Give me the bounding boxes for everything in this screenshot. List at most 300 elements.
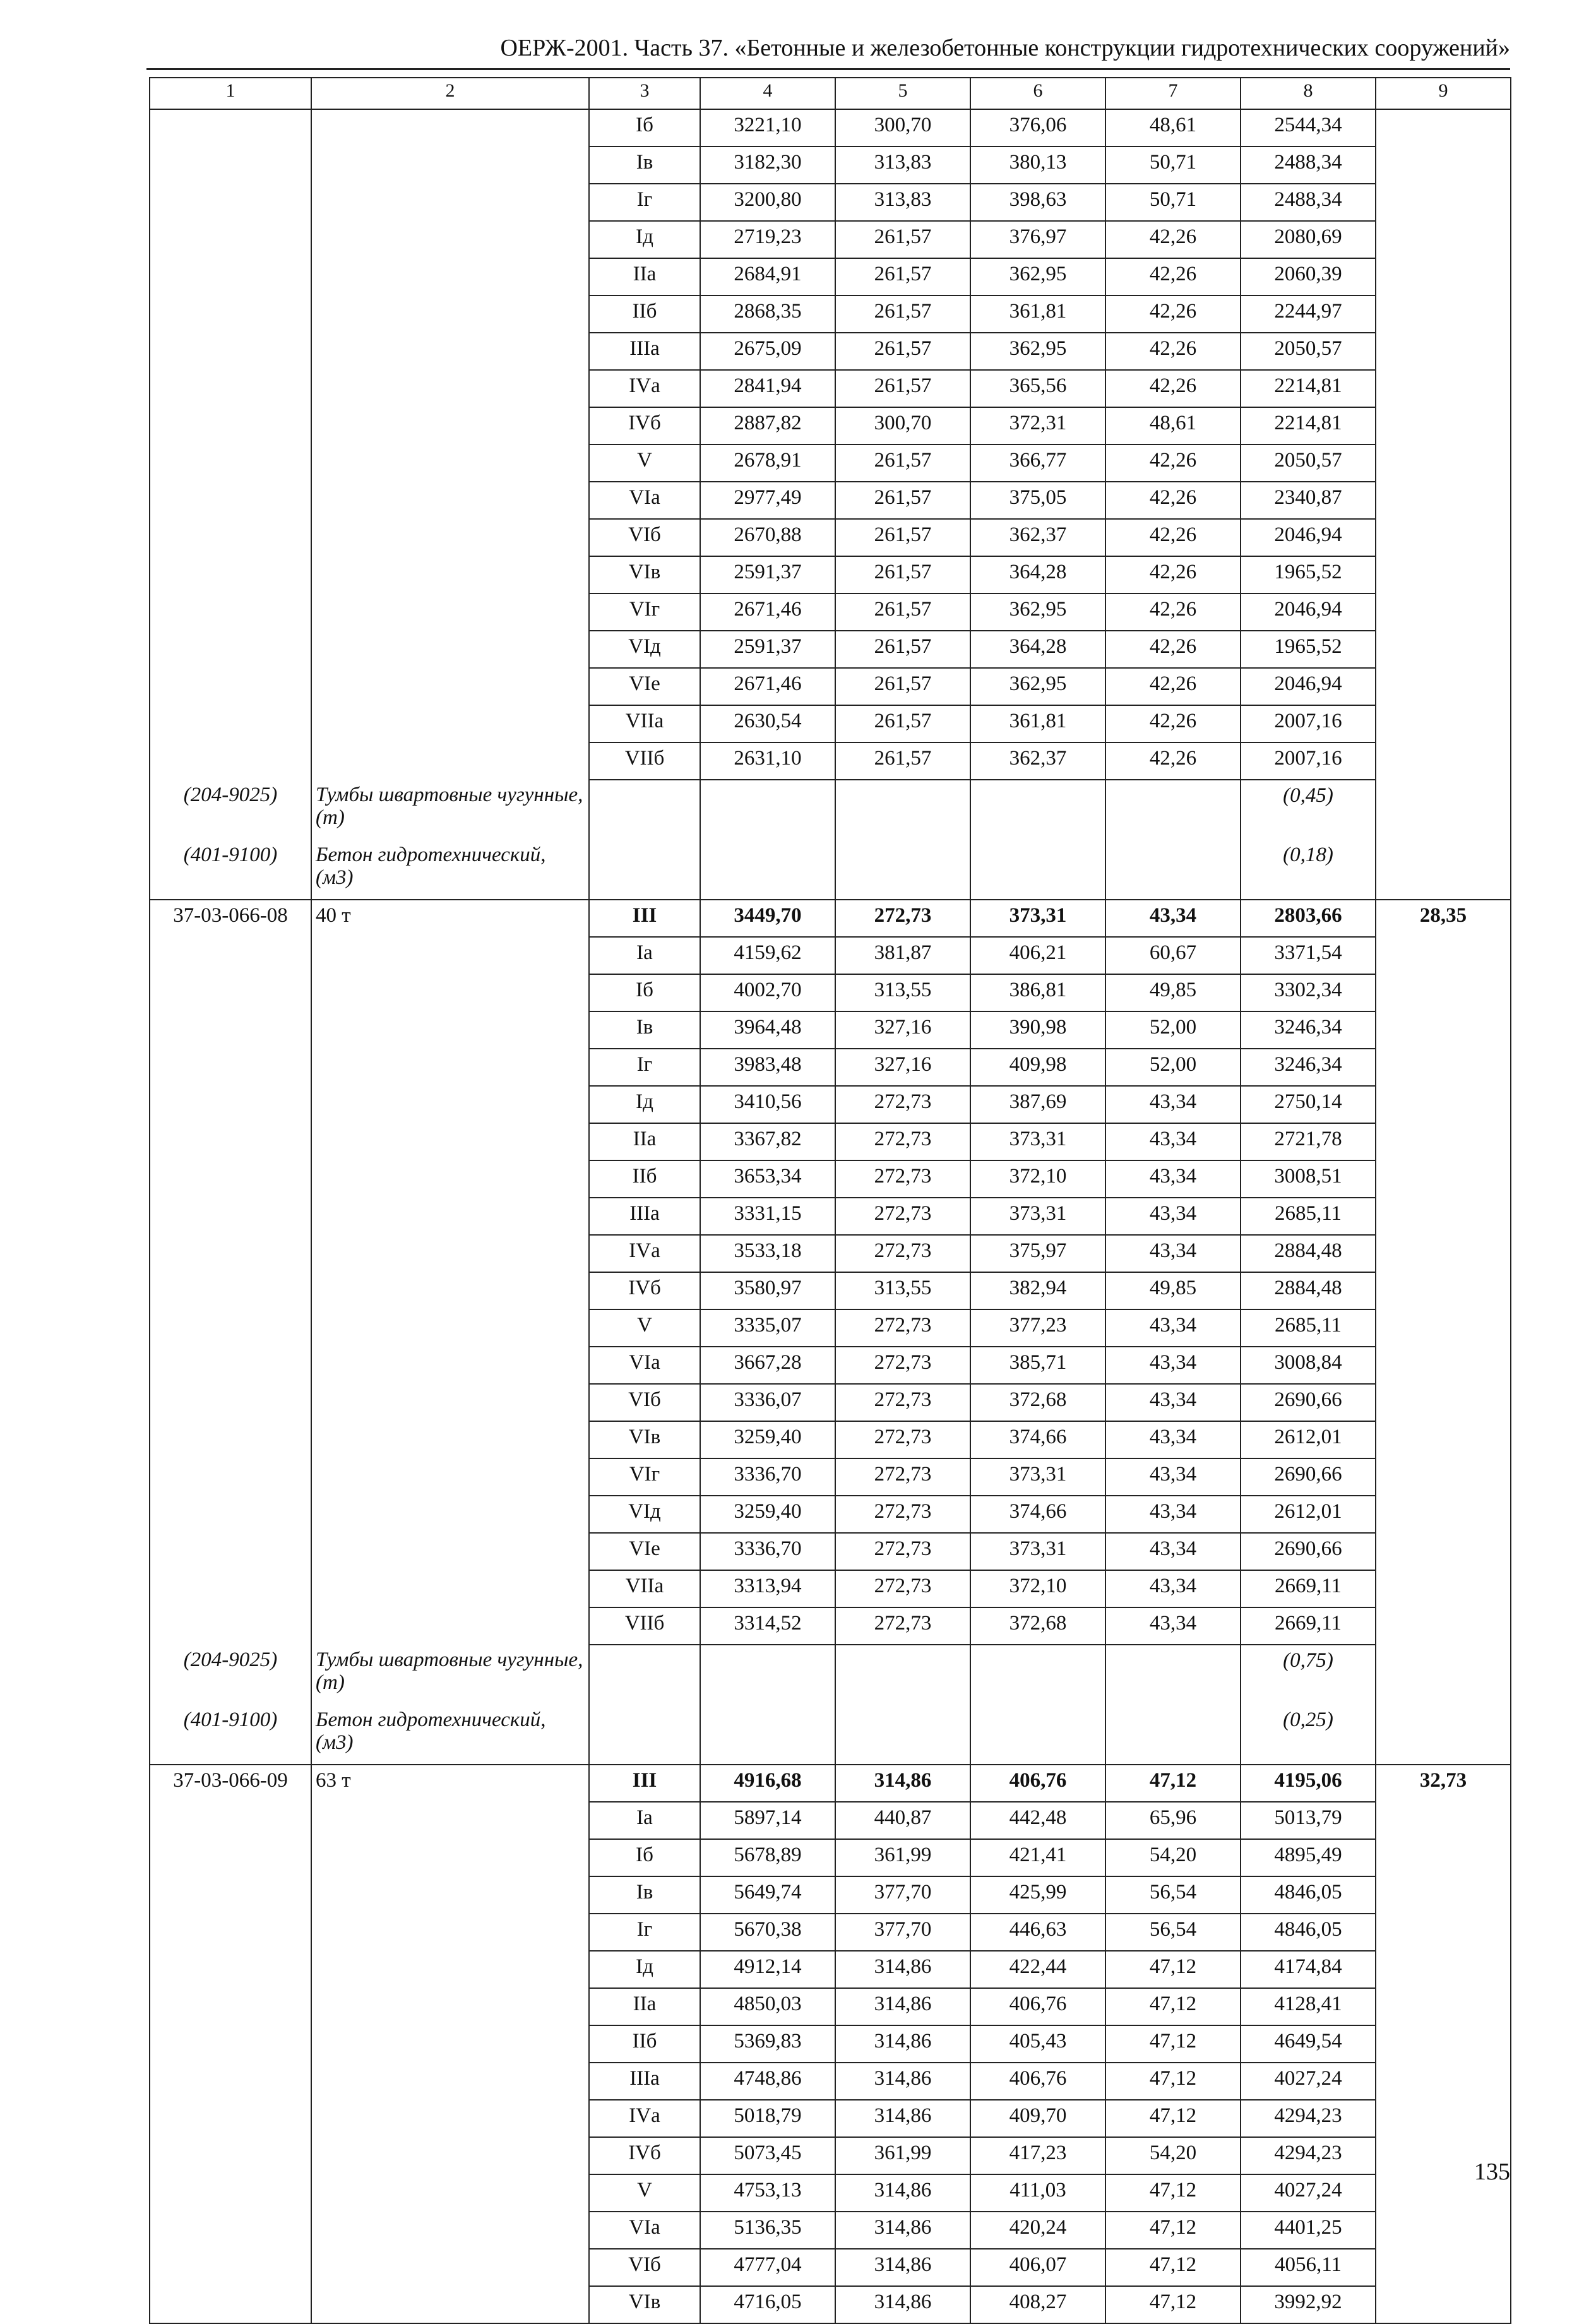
direct-cost-cell: 5649,74 [700,1876,835,1914]
zone-cell: Iб [589,109,700,146]
machine-cost-cell: 417,23 [970,2137,1105,2174]
rate-code-cell [150,295,311,333]
table-row [150,1198,1511,1235]
rate-code-cell [150,184,311,221]
labor-hours-cell [1376,1914,1511,1951]
machine-cost-cell: 361,81 [970,705,1105,742]
direct-cost-cell: 3964,48 [700,1011,835,1049]
rate-code-cell [150,2249,311,2286]
materials-cost-cell: 2612,01 [1241,1496,1376,1533]
machine-cost-cell: 372,68 [970,1384,1105,1421]
materials-cost-cell: 4846,05 [1241,1914,1376,1951]
labor-cost-cell: 261,57 [835,221,970,258]
price-table-body [150,78,1511,2323]
table-row [150,1235,1511,1272]
rate-name-cell [311,2063,589,2100]
rate-name-cell [311,1272,589,1309]
materials-cost-cell: 4649,54 [1241,2025,1376,2063]
rate-name-cell [311,1086,589,1123]
rate-code-cell [150,444,311,482]
materials-cost-cell: 2050,57 [1241,333,1376,370]
driver-pay-cell: 42,26 [1105,705,1241,742]
table-row [150,1607,1511,1645]
rate-code-cell [150,482,311,519]
table-row [150,146,1511,184]
rate-code-cell [150,631,311,668]
machine-cost-cell: 380,13 [970,146,1105,184]
table-row [150,407,1511,444]
direct-cost-cell: 4748,86 [700,2063,835,2100]
zone-cell: VIг [589,1458,700,1496]
labor-hours-cell [1376,2286,1511,2323]
zone-cell: IIа [589,1123,700,1160]
materials-cost-cell: 2046,94 [1241,519,1376,556]
rate-name-cell [311,593,589,631]
machine-cost-cell: 376,06 [970,109,1105,146]
driver-pay-cell: 42,26 [1105,668,1241,705]
resource-name-cell: Тумбы швартовные чугунные, (т) [311,780,589,840]
rate-code-cell [150,1235,311,1272]
machine-cost-cell: 377,23 [970,1309,1105,1347]
driver-pay-cell: 47,12 [1105,1765,1241,1802]
labor-hours-cell [1376,2249,1511,2286]
rate-code-cell [150,1876,311,1914]
table-row [150,1951,1511,1988]
labor-hours-cell [1376,1309,1511,1347]
labor-hours-cell [1376,1235,1511,1272]
rate-code-cell [150,2286,311,2323]
direct-cost-cell: 3580,97 [700,1272,835,1309]
table-row [150,1086,1511,1123]
zone-cell: VIб [589,2249,700,2286]
driver-pay-cell: 47,12 [1105,1988,1241,2025]
materials-cost-cell: 2690,66 [1241,1533,1376,1570]
rate-name-cell [311,974,589,1011]
materials-cost-cell: 4056,11 [1241,2249,1376,2286]
materials-cost-cell: 4895,49 [1241,1839,1376,1876]
materials-cost-cell: 3992,92 [1241,2286,1376,2323]
empty-cell [700,1705,835,1765]
materials-cost-cell: 1965,52 [1241,631,1376,668]
driver-pay-cell: 43,34 [1105,1235,1241,1272]
machine-cost-cell: 362,95 [970,668,1105,705]
labor-hours-cell [1376,1533,1511,1570]
labor-hours-cell [1376,482,1511,519]
header-rule [146,68,1510,70]
rate-code-cell: 37-03-066-08 [150,900,311,937]
materials-cost-cell: 4401,25 [1241,2212,1376,2249]
direct-cost-cell: 3314,52 [700,1607,835,1645]
empty-cell [1105,1645,1241,1705]
machine-cost-cell: 373,31 [970,1123,1105,1160]
zone-cell: IIа [589,258,700,295]
labor-cost-cell: 272,73 [835,1570,970,1607]
empty-cell [970,840,1105,900]
direct-cost-cell: 4159,62 [700,937,835,974]
rate-code-cell [150,1160,311,1198]
resource-row [150,780,1511,840]
machine-cost-cell: 420,24 [970,2212,1105,2249]
labor-hours-cell [1376,407,1511,444]
labor-hours-cell [1376,1011,1511,1049]
driver-pay-cell: 42,26 [1105,742,1241,780]
materials-cost-cell: 2669,11 [1241,1570,1376,1607]
labor-cost-cell: 261,57 [835,593,970,631]
materials-cost-cell: 2488,34 [1241,146,1376,184]
rate-name-cell [311,742,589,780]
labor-cost-cell: 361,99 [835,1839,970,1876]
table-row [150,370,1511,407]
materials-cost-cell: 4128,41 [1241,1988,1376,2025]
rate-name-cell [311,631,589,668]
materials-cost-cell: 4195,06 [1241,1765,1376,1802]
table-row [150,2063,1511,2100]
driver-pay-cell: 47,12 [1105,2249,1241,2286]
direct-cost-cell: 5678,89 [700,1839,835,1876]
rate-name-cell [311,1914,589,1951]
direct-cost-cell: 2841,94 [700,370,835,407]
table-row [150,631,1511,668]
materials-cost-cell: 2685,11 [1241,1198,1376,1235]
labor-cost-cell: 300,70 [835,109,970,146]
resource-row [150,1705,1511,1765]
empty-cell [835,1705,970,1765]
rate-code-cell: 37-03-066-09 [150,1765,311,1802]
materials-cost-cell: 2669,11 [1241,1607,1376,1645]
rate-name-cell [311,407,589,444]
rate-code-cell [150,1839,311,1876]
table-row [150,2025,1511,2063]
labor-cost-cell: 261,57 [835,258,970,295]
labor-cost-cell: 314,86 [835,2249,970,2286]
driver-pay-cell: 43,34 [1105,1384,1241,1421]
direct-cost-cell: 5073,45 [700,2137,835,2174]
rate-code-cell [150,1086,311,1123]
driver-pay-cell: 42,26 [1105,519,1241,556]
empty-cell [1105,840,1241,900]
driver-pay-cell: 43,34 [1105,1570,1241,1607]
labor-hours-cell [1376,221,1511,258]
page-header-title: ОЕРЖ-2001. Часть 37. «Бетонные и железобетонные конструкции гидротехнических сооружений» [500,35,1510,61]
materials-cost-cell: 2050,57 [1241,444,1376,482]
driver-pay-cell: 43,34 [1105,1533,1241,1570]
rate-name-cell [311,1607,589,1645]
table-row [150,1309,1511,1347]
table-row [150,1802,1511,1839]
column-number: 5 [835,78,970,109]
labor-cost-cell: 313,83 [835,146,970,184]
driver-pay-cell: 49,85 [1105,974,1241,1011]
machine-cost-cell: 382,94 [970,1272,1105,1309]
rate-code-cell [150,221,311,258]
table-row [150,556,1511,593]
rate-name-cell [311,2286,589,2323]
materials-cost-cell: 2214,81 [1241,407,1376,444]
zone-cell: VIе [589,668,700,705]
zone-cell: V [589,444,700,482]
labor-cost-cell: 377,70 [835,1914,970,1951]
table-row [150,2174,1511,2212]
labor-cost-cell: 272,73 [835,1421,970,1458]
table-row [150,1533,1511,1570]
machine-cost-cell: 362,95 [970,333,1105,370]
direct-cost-cell: 2675,09 [700,333,835,370]
labor-hours-cell [1376,937,1511,974]
rate-name-cell [311,333,589,370]
materials-cost-cell: 3302,34 [1241,974,1376,1011]
machine-cost-cell: 408,27 [970,2286,1105,2323]
direct-cost-cell: 4002,70 [700,974,835,1011]
labor-hours-cell [1376,1802,1511,1839]
labor-cost-cell: 314,86 [835,2100,970,2137]
driver-pay-cell: 48,61 [1105,109,1241,146]
labor-cost-cell: 381,87 [835,937,970,974]
driver-pay-cell: 43,34 [1105,1607,1241,1645]
zone-cell: IVб [589,407,700,444]
labor-hours-cell [1376,333,1511,370]
materials-cost-cell: 5013,79 [1241,1802,1376,1839]
rate-name-cell [311,370,589,407]
direct-cost-cell: 3331,15 [700,1198,835,1235]
direct-cost-cell: 2631,10 [700,742,835,780]
direct-cost-cell: 2887,82 [700,407,835,444]
zone-cell: IIб [589,1160,700,1198]
table-row [150,1384,1511,1421]
empty-cell [589,1705,700,1765]
driver-pay-cell: 54,20 [1105,2137,1241,2174]
direct-cost-cell: 3259,40 [700,1421,835,1458]
labor-hours-cell [1376,1458,1511,1496]
rate-name-cell [311,482,589,519]
labor-hours-cell [1376,370,1511,407]
labor-hours-cell [1376,1347,1511,1384]
direct-cost-cell: 4716,05 [700,2286,835,2323]
table-row [150,1049,1511,1086]
rate-code-cell [150,1802,311,1839]
machine-cost-cell: 372,10 [970,1160,1105,1198]
zone-cell: Iд [589,221,700,258]
labor-cost-cell: 261,57 [835,370,970,407]
table-row [150,1272,1511,1309]
labor-cost-cell: 314,86 [835,2212,970,2249]
rate-code-cell [150,937,311,974]
table-row [150,2249,1511,2286]
rate-code-cell [150,1458,311,1496]
direct-cost-cell: 4916,68 [700,1765,835,1802]
table-row [150,1914,1511,1951]
zone-cell: III [589,900,700,937]
rate-code-cell [150,556,311,593]
rate-code-cell [150,146,311,184]
direct-cost-cell: 3449,70 [700,900,835,937]
zone-cell: IVа [589,370,700,407]
table-row [150,221,1511,258]
materials-cost-cell: 2884,48 [1241,1272,1376,1309]
page-number: 135 [1474,2159,1510,2185]
rate-name-cell [311,1347,589,1384]
rate-code-cell [150,1384,311,1421]
empty-cell [700,780,835,840]
labor-hours-cell [1376,1123,1511,1160]
labor-hours-cell [1376,1049,1511,1086]
direct-cost-cell: 2977,49 [700,482,835,519]
column-number: 1 [150,78,311,109]
zone-cell: Iг [589,1049,700,1086]
labor-cost-cell: 261,57 [835,519,970,556]
driver-pay-cell: 47,12 [1105,2174,1241,2212]
driver-pay-cell: 47,12 [1105,2286,1241,2323]
driver-pay-cell: 42,26 [1105,631,1241,668]
direct-cost-cell: 3182,30 [700,146,835,184]
rate-name-cell [311,1570,589,1607]
labor-cost-cell: 261,57 [835,556,970,593]
empty-cell [835,840,970,900]
labor-cost-cell: 272,73 [835,1347,970,1384]
materials-cost-cell: 2685,11 [1241,1309,1376,1347]
zone-cell: Iб [589,1839,700,1876]
materials-cost-cell: 2244,97 [1241,295,1376,333]
machine-cost-cell: 421,41 [970,1839,1105,1876]
labor-cost-cell: 272,73 [835,1607,970,1645]
zone-cell: VIа [589,1347,700,1384]
labor-hours-cell [1376,1421,1511,1458]
labor-hours-cell [1376,2212,1511,2249]
resource-name-cell: Тумбы швартовные чугунные, (т) [311,1645,589,1705]
rate-code-cell [150,1309,311,1347]
materials-cost-cell: 2046,94 [1241,668,1376,705]
labor-hours-cell [1376,1876,1511,1914]
direct-cost-cell: 3259,40 [700,1496,835,1533]
rate-code-cell [150,1123,311,1160]
zone-cell: IIб [589,295,700,333]
rate-name-cell [311,1123,589,1160]
labor-cost-cell: 261,57 [835,705,970,742]
direct-cost-cell: 3200,80 [700,184,835,221]
labor-hours-cell [1376,519,1511,556]
labor-hours-cell [1376,556,1511,593]
labor-cost-cell: 272,73 [835,1309,970,1347]
rate-code-cell [150,258,311,295]
labor-cost-cell: 261,57 [835,444,970,482]
rate-name-cell [311,705,589,742]
machine-cost-cell: 375,97 [970,1235,1105,1272]
driver-pay-cell: 43,34 [1105,1160,1241,1198]
rate-name-cell [311,1458,589,1496]
rate-name-cell: 63 т [311,1765,589,1802]
labor-hours-cell [1376,146,1511,184]
table-row [150,184,1511,221]
rate-code-cell [150,407,311,444]
labor-hours-cell [1376,444,1511,482]
driver-pay-cell: 42,26 [1105,556,1241,593]
labor-hours-cell [1376,2063,1511,2100]
table-row [150,1570,1511,1607]
zone-cell: IIIа [589,2063,700,2100]
resource-code-cell: (401-9100) [150,840,311,900]
labor-cost-cell: 272,73 [835,1235,970,1272]
direct-cost-cell: 3336,70 [700,1458,835,1496]
machine-cost-cell: 362,37 [970,742,1105,780]
zone-cell: III [589,1765,700,1802]
zone-cell: IVа [589,2100,700,2137]
labor-cost-cell: 261,57 [835,631,970,668]
column-number-row [150,78,1511,109]
zone-cell: V [589,2174,700,2212]
labor-cost-cell: 314,86 [835,2286,970,2323]
rate-code-cell [150,519,311,556]
rate-name-cell [311,146,589,184]
table-row [150,1123,1511,1160]
machine-cost-cell: 374,66 [970,1421,1105,1458]
zone-cell: IIIа [589,333,700,370]
rate-code-cell [150,1914,311,1951]
rate-code-cell [150,1570,311,1607]
rate-name-cell [311,1384,589,1421]
table-row [150,1347,1511,1384]
labor-hours-cell [1376,1988,1511,2025]
machine-cost-cell: 411,03 [970,2174,1105,2212]
direct-cost-cell: 3410,56 [700,1086,835,1123]
machine-cost-cell: 398,63 [970,184,1105,221]
labor-hours-cell [1376,2025,1511,2063]
machine-cost-cell: 406,21 [970,937,1105,974]
labor-cost-cell: 272,73 [835,900,970,937]
zone-cell: VIа [589,482,700,519]
direct-cost-cell: 3313,94 [700,1570,835,1607]
labor-hours-cell: 28,35 [1376,900,1511,937]
rate-code-cell [150,1496,311,1533]
direct-cost-cell: 2630,54 [700,705,835,742]
rate-code-cell [150,668,311,705]
driver-pay-cell: 42,26 [1105,221,1241,258]
direct-cost-cell: 5136,35 [700,2212,835,2249]
table-row [150,2137,1511,2174]
resource-quantity-cell: (0,25) [1241,1705,1376,1765]
rate-name-cell [311,221,589,258]
materials-cost-cell: 3008,84 [1241,1347,1376,1384]
rate-name-cell [311,184,589,221]
driver-pay-cell: 49,85 [1105,1272,1241,1309]
rate-name-cell [311,1876,589,1914]
rate-name-cell [311,1951,589,1988]
direct-cost-cell: 4753,13 [700,2174,835,2212]
rate-name-cell [311,668,589,705]
driver-pay-cell: 43,34 [1105,1198,1241,1235]
empty-cell [835,780,970,840]
rate-name-cell [311,2212,589,2249]
direct-cost-cell: 2591,37 [700,556,835,593]
labor-cost-cell: 314,86 [835,1988,970,2025]
rate-code-cell [150,370,311,407]
labor-cost-cell: 272,73 [835,1533,970,1570]
labor-hours-cell [1376,1160,1511,1198]
resource-code-cell: (204-9025) [150,780,311,840]
resource-name-cell: Бетон гидротехнический, (м3) [311,1705,589,1765]
materials-cost-cell: 2214,81 [1241,370,1376,407]
driver-pay-cell: 42,26 [1105,370,1241,407]
labor-cost-cell: 261,57 [835,333,970,370]
labor-cost-cell: 272,73 [835,1160,970,1198]
machine-cost-cell: 406,76 [970,1988,1105,2025]
materials-cost-cell: 3371,54 [1241,937,1376,974]
direct-cost-cell: 2591,37 [700,631,835,668]
rate-code-cell [150,1607,311,1645]
labor-hours-cell [1376,109,1511,146]
machine-cost-cell: 385,71 [970,1347,1105,1384]
zone-cell: Iг [589,184,700,221]
table-row [150,1011,1511,1049]
price-table [149,77,1511,2324]
